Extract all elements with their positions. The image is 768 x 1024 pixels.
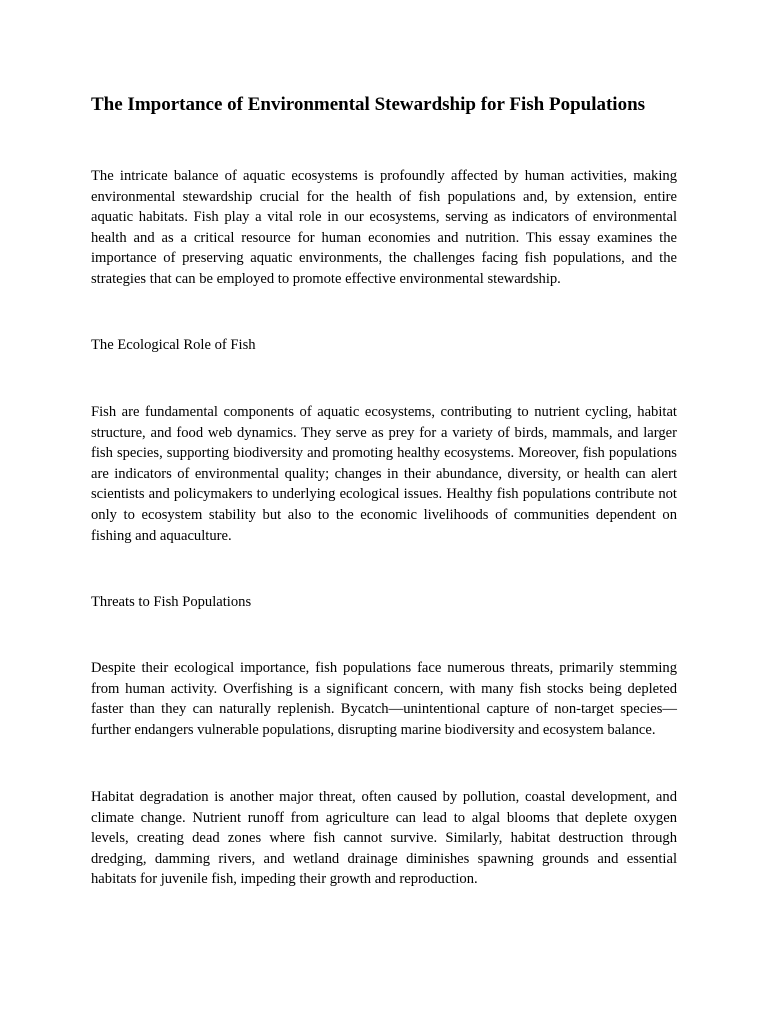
- section-heading-ecological-role: The Ecological Role of Fish: [91, 337, 256, 353]
- intro-paragraph: The intricate balance of aquatic ecosystems is profoundly affected by human activities, making environmental stewardship crucial for the health of fish populations and, by extension, entire aquatic habitats. Fish play a vital role in our ecosystems, serving as indicators of environmental health and as a critical resource for human economies and nutrition. This essay examines the importance of preserving aquatic environments, the challenges facing fish populations, and the strategies that can be employed to promote effective environmental stewardship.: [91, 168, 677, 287]
- document-title: The Importance of Environmental Stewardship for Fish Populations: [91, 94, 646, 115]
- section-paragraph: Fish are fundamental components of aquatic ecosystems, contributing to nutrient cycling, habitat structure, and food web dynamics. They serve as prey for a variety of birds, mammals, and larger fish species, supporting biodiversity and promoting healthy ecosystems. Moreover, fish populations are indicators of environmental quality; changes in their abundance, diversity, or health can alert scientists and policymakers to underlying ecological issues. Healthy fish populations contribute not only to ecosystem stability but also to the economic livelihoods of communities dependent on fishing and aquaculture.: [91, 404, 677, 544]
- section-paragraph: Despite their ecological importance, fish populations face numerous threats, primarily stemming from human activity. Overfishing is a significant concern, with many fish stocks being depleted faster than they can naturally replenish. Bycatch—unintentional capture of non-target species—further endangers vulnerable populations, disrupting marine biodiversity and ecosystem balance.: [91, 660, 677, 738]
- section-paragraph: Habitat degradation is another major threat, often caused by pollution, coastal development, and climate change. Nutrient runoff from agriculture can lead to algal blooms that deplete oxygen levels, creating dead zones where fish cannot survive. Similarly, habitat destruction through dredging, damming rivers, and wetland drainage diminishes spawning grounds and essential habitats for juvenile fish, impeding their growth and reproduction.: [91, 789, 677, 888]
- section-heading-threats: Threats to Fish Populations: [91, 594, 252, 610]
